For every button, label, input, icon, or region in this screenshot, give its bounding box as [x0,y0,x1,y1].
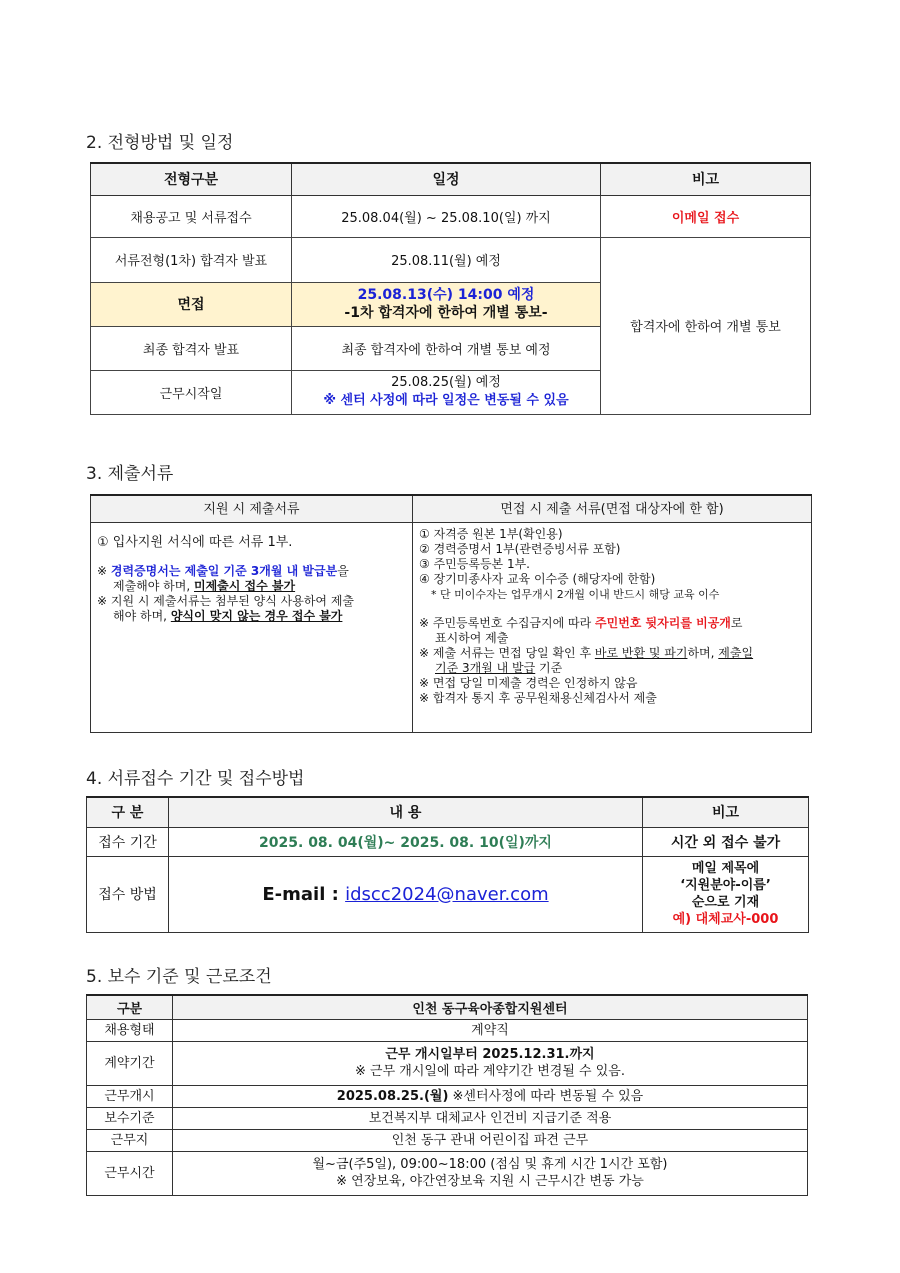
cell-label: 보수기준 [87,1107,173,1129]
apply-note-1-cont [97,579,406,594]
work-hours-note: ※ 연장보육, 야간연장보육 지원 시 근무시간 변동 가능 [336,1174,644,1189]
interview-doc-3: ③ 주민등록등본 1부. [419,557,530,571]
cell-type: 근무시작일 [91,370,292,414]
note-text: ※ 주민등록번호 수집금지에 따라 [419,616,596,630]
note-text: 제출해야 하며, [113,579,194,593]
note-text: 로 [730,616,743,630]
pay-table [86,994,808,1196]
cell-type: 채용공고 및 서류접수 [91,195,292,237]
cell-label: 근무지 [87,1129,173,1151]
section-title-schedule: 2. 전형방법 및 일정 [86,133,234,153]
receipt-table [86,796,809,933]
table-row [87,827,809,856]
note-text: 해야 하며, [113,609,171,623]
table-row [87,1019,808,1041]
section-title-pay: 5. 보수 기준 및 근로조건 [86,967,272,987]
start-date-note: ※ 센터 사정에 따라 일정은 변동될 수 있음 [323,393,569,408]
apply-doc-1: ① 입사지원 서식에 따른 서류 1부. [97,535,293,550]
header-center: 인천 동구육아종합지원센터 [173,995,808,1019]
apply-note-1 [97,564,406,579]
header-apply-docs: 지원 시 제출서류 [91,495,413,523]
header-category: 구 분 [87,797,169,827]
note-underline: 기준 3개월 내 발급 [435,661,536,675]
cell-type: 면접 [91,282,292,326]
cell-value: 인천 동구 관내 어린이집 파견 근무 [173,1129,808,1151]
table-row [87,1151,808,1195]
cell-date: 25.08.04(월) ~ 25.08.10(일) 까지 [292,195,601,237]
method-note-1: 메일 제목에 [691,861,760,876]
table-row [91,237,811,282]
note-underline: 양식이 맞지 않는 경우 접수 불가 [170,609,343,623]
email-link[interactable]: idscc2024@naver.com [345,883,549,905]
header-note: 비고 [643,797,809,827]
start-date: 25.08.25(월) 예정 [391,375,501,390]
header-category: 구분 [87,995,173,1019]
interview-doc-4-note: * 단 미이수자는 업무개시 2개월 이내 반드시 해당 교육 이수 [431,588,720,601]
method-note-example: 예) 대체교사-000 [672,912,779,927]
header-interview-docs: 면접 시 제출 서류(면접 대상자에 한 함) [413,495,812,523]
note-underline: 바로 반환 및 파기 [594,646,688,660]
header-date: 일정 [292,163,601,195]
method-note-3: 순으로 기재 [691,895,760,910]
table-row [87,1085,808,1107]
cell-label: 접수 방법 [87,856,169,932]
apply-docs-cell [91,523,413,733]
table-row [87,856,809,932]
contract-period-note: ※ 근무 개시일에 따라 계약기간 변경될 수 있음. [355,1064,625,1079]
cell-note-email: 이메일 접수 [601,195,811,237]
cell-note [643,856,809,932]
start-date: 2025.08.25.(월) [336,1088,449,1104]
cell-value [173,1041,808,1085]
interview-date: 25.08.13(수) 14:00 예정 [357,287,535,303]
note-underline: 미제출시 접수 불가 [194,579,296,593]
interview-note-4: ※ 합격자 통지 후 공무원채용신체검사서 제출 [419,691,657,705]
method-note-2: ‘지원분야-이름’ [680,878,771,893]
table-row [87,1129,808,1151]
work-hours: 월~금(주5일), 09:00~18:00 (점심 및 휴게 시간 1시간 포함) [312,1157,668,1172]
header-type: 전형구분 [91,163,292,195]
cell-label: 접수 기간 [87,827,169,856]
interview-note: -1차 합격자에 한하여 개별 통보- [344,305,548,321]
interview-note-2-cont [419,661,805,676]
cell-type: 서류전형(1차) 합격자 발표 [91,237,292,282]
documents-table [90,494,812,733]
cell-period: 2025. 08. 04(월)~ 2025. 08. 10(일)까지 [169,827,643,856]
cell-date [292,282,601,326]
header-note: 비고 [601,163,811,195]
cell-type: 최종 합격자 발표 [91,326,292,370]
cell-label: 채용형태 [87,1019,173,1041]
cell-label: 근무시간 [87,1151,173,1195]
cell-note: 시간 외 접수 불가 [643,827,809,856]
interview-note-3: ※ 면접 당일 미제출 경력은 인정하지 않음 [419,676,638,690]
section-title-documents: 3. 제출서류 [86,464,174,484]
interview-doc-2: ② 경력증명서 1부(관련증빙서류 포함) [419,542,621,556]
note-highlight: 주민번호 뒷자리를 비공개 [595,616,731,630]
interview-note-1 [419,616,805,631]
cell-date: 25.08.11(월) 예정 [292,237,601,282]
cell-value [173,1085,808,1107]
cell-value: 보건복지부 대체교사 인건비 지급기준 적용 [173,1107,808,1129]
start-date-note: ※센터사정에 따라 변동될 수 있음 [448,1088,644,1104]
cell-label: 계약기간 [87,1041,173,1085]
interview-doc-1: ① 자격증 원본 1부(확인용) [419,527,563,541]
note-highlight: 경력증명서는 제출일 기준 3개월 내 발급분 [110,564,338,578]
note-underline: 제출일 [718,646,754,660]
cell-value [173,1151,808,1195]
note-mark: ※ [97,564,111,578]
note-text: ※ 제출 서류는 면접 당일 확인 후 [419,646,595,660]
cell-value: 계약직 [173,1019,808,1041]
header-content: 내 용 [169,797,643,827]
interview-doc-4: ④ 장기미종사자 교육 이수증 (해당자에 한함) [419,572,656,586]
interview-note-2 [419,646,805,661]
cell-note-merged: 합격자에 한하여 개별 통보 [601,237,811,414]
contract-period: 근무 개시일부터 2025.12.31.까지 [385,1047,595,1062]
note-text: 기준 [535,661,563,675]
note-text: 을 [337,564,349,578]
cell-date: 최종 합격자에 한하여 개별 통보 예정 [292,326,601,370]
section-title-receipt: 4. 서류접수 기간 및 접수방법 [86,769,305,789]
cell-method [169,856,643,932]
table-row [91,195,811,237]
interview-note-1-cont: 표시하여 제출 [435,631,509,645]
note-text: 하며, [687,646,719,660]
schedule-table [90,162,811,415]
table-row [87,1041,808,1085]
interview-docs-cell [413,523,812,733]
email-prefix: E-mail : [262,883,346,905]
apply-note-2: ※ 지원 시 제출서류는 첨부된 양식 사용하여 제출 [97,594,355,608]
table-row [87,1107,808,1129]
cell-date [292,370,601,414]
cell-label: 근무개시 [87,1085,173,1107]
apply-note-2-cont [97,609,406,624]
